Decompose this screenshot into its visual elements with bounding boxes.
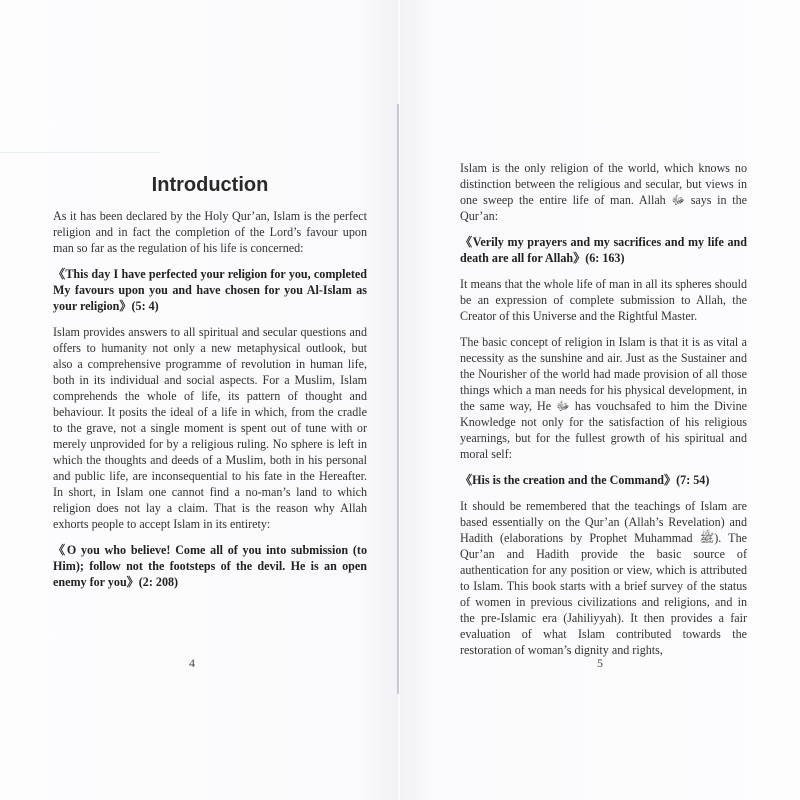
- page-title: Introduction: [151, 174, 269, 196]
- page-number-right: 5: [597, 656, 603, 670]
- quran-verse: 《This day I have perfected your religion for you, completed My favours upon you and have chosen for you Al-Islam as your religion》(5: 4): [53, 267, 367, 313]
- quran-verse: 《O you who believe! Come all of you into submission (to Him); follow not the footsteps of the devil. He is an open enemy for you》(2: 208): [53, 543, 367, 589]
- paragraph: Islam provides answers to all spiritual and secular questions and offers to humanity not only a new metaphysical outlook, but also a comprehensive programme of revolution in human life, both in its individual and social aspects. For a Muslim, Islam comprehends the whole of life, its pattern of thought and behaviour. It posits the ideal of a life in which, from the cradle to the grave, not a single moment is spent out of tune with or merely unprovided for by a religious ruling. No sphere is left in which the thoughts and deeds of a Muslim, both in his personal and public life, are inconsequential to his fate in the Hereafter. In short, in Islam one cannot find a no-man’s land to which religion does not lay a claim. That is the reason why Allah exhorts people to accept Islam in its entirety:: [53, 325, 367, 531]
- paragraph: The basic concept of religion in Islam is that it is as vital a necessity as the sunshine and air. Just as the Sustainer and the Nourisher of the world had made provision of all those things which a man needs for his physical development, in the same way, He ﷻ has vouchsafed to him the Divine Knowledge not only for the satisfaction of his religious yearnings, but for the fullest growth of his spiritual and moral self:: [460, 335, 747, 461]
- right-text-column: [460, 160, 747, 668]
- paragraph: Islam is the only religion of the world, which knows no distinction between the religious and secular, but views in one sweep the entire life of man. Allah ﷻ says in the Qur’an:: [460, 161, 747, 223]
- faint-rule: [0, 152, 160, 153]
- quran-verse: 《Verily my prayers and my sacrifices and my life and death are all for Allah》(6: 163): [460, 235, 747, 265]
- paragraph: It should be remembered that the teachings of Islam are based essentially on the Qur’an (Allah’s Revelation) and Hadith (elaborations by Prophet Muhammad ﷺ). The Qur’an and Hadith provide the basic source of authentication for any position or view, which is attributed to Islam. This book starts with a brief survey of the status of women in previous civilizations and religions, and in the pre-Islamic era (Jahiliyyah). It then provides a fair evaluation of what Islam contributed towards the restoration of woman’s dignity and rights,: [460, 499, 747, 657]
- page-gutter: [397, 104, 399, 694]
- quran-verse: 《His is the creation and the Command》(7: 54): [460, 473, 710, 487]
- page-number-left: 4: [189, 656, 195, 670]
- paragraph: As it has been declared by the Holy Qur’an, Islam is the perfect religion and in fact the completion of the Lord’s favour upon man so far as the regulation of his life is concerned:: [53, 209, 367, 255]
- left-text-column: [53, 208, 367, 600]
- paragraph: It means that the whole life of man in all its spheres should be an expression of complete submission to Allah, the Creator of this Universe and the Rightful Master.: [460, 277, 747, 323]
